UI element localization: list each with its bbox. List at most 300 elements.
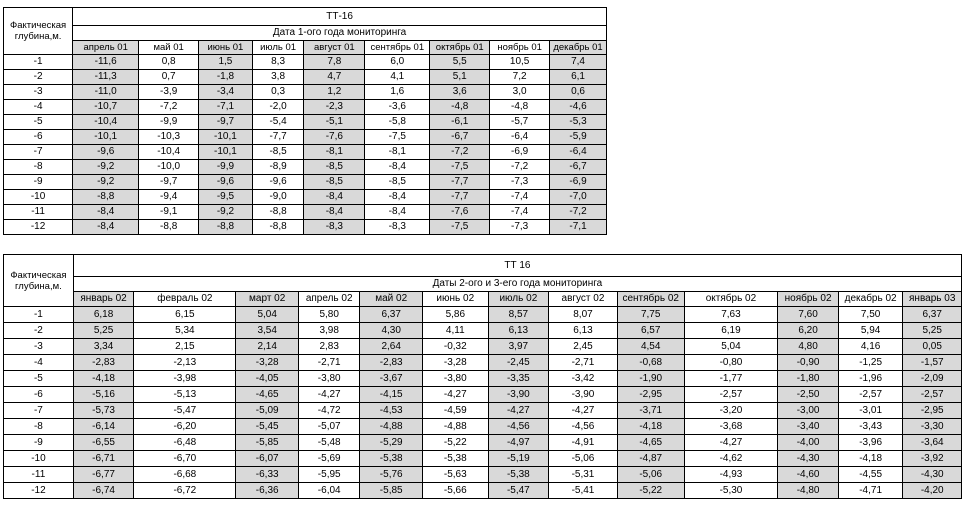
- value-cell: -7,5: [430, 220, 490, 235]
- depth-cell: -4: [4, 355, 74, 371]
- table-row: [4, 435, 962, 451]
- value-cell: 8,3: [252, 55, 304, 70]
- value-cell: -6,9: [490, 145, 550, 160]
- value-cell: -3,28: [236, 355, 299, 371]
- value-cell: 6,19: [684, 323, 778, 339]
- month-header: октябрь 01: [430, 41, 490, 55]
- value-cell: -11,0: [73, 85, 139, 100]
- value-cell: 6,18: [73, 307, 133, 323]
- value-cell: -4,55: [838, 467, 903, 483]
- value-cell: 6,37: [360, 307, 423, 323]
- value-cell: -4,27: [684, 435, 778, 451]
- value-cell: 5,34: [134, 323, 236, 339]
- value-cell: -5,85: [236, 435, 299, 451]
- value-cell: -0,80: [684, 355, 778, 371]
- value-cell: 7,60: [778, 307, 838, 323]
- value-cell: -6,70: [134, 451, 236, 467]
- value-cell: -1,8: [199, 70, 253, 85]
- value-cell: 2,45: [549, 339, 618, 355]
- value-cell: 0,8: [139, 55, 199, 70]
- depth-cell: -7: [4, 145, 73, 160]
- value-cell: -6,33: [236, 467, 299, 483]
- depth-cell: -9: [4, 175, 73, 190]
- value-cell: -9,0: [252, 190, 304, 205]
- value-cell: -7,6: [430, 205, 490, 220]
- value-cell: 7,63: [684, 307, 778, 323]
- month-header: декабрь 02: [838, 292, 903, 307]
- value-cell: -4,87: [617, 451, 684, 467]
- value-cell: -4,80: [778, 483, 838, 499]
- value-cell: -3,28: [422, 355, 488, 371]
- value-cell: -7,3: [490, 220, 550, 235]
- value-cell: 10,5: [490, 55, 550, 70]
- value-cell: -3,30: [903, 419, 962, 435]
- value-cell: 4,16: [838, 339, 903, 355]
- value-cell: -3,96: [838, 435, 903, 451]
- value-cell: -7,4: [490, 190, 550, 205]
- month-header: октябрь 02: [684, 292, 778, 307]
- value-cell: -4,56: [549, 419, 618, 435]
- depth-cell: -10: [4, 451, 74, 467]
- month-header: январь 03: [903, 292, 962, 307]
- depth-cell: -8: [4, 419, 74, 435]
- value-cell: -5,13: [134, 387, 236, 403]
- value-cell: 7,4: [550, 55, 607, 70]
- value-cell: 2,64: [360, 339, 423, 355]
- value-cell: -5,47: [488, 483, 548, 499]
- month-header: июль 02: [488, 292, 548, 307]
- value-cell: -9,1: [139, 205, 199, 220]
- value-cell: -6,74: [73, 483, 133, 499]
- value-cell: -6,72: [134, 483, 236, 499]
- value-cell: -10,3: [139, 130, 199, 145]
- value-cell: -4,15: [360, 387, 423, 403]
- value-cell: 7,2: [490, 70, 550, 85]
- value-cell: -4,8: [490, 100, 550, 115]
- value-cell: 5,04: [684, 339, 778, 355]
- value-cell: -5,09: [236, 403, 299, 419]
- value-cell: -4,65: [236, 387, 299, 403]
- depth-header: Фактическая глубина,м.: [4, 8, 73, 55]
- month-header: апрель 02: [298, 292, 359, 307]
- value-cell: -5,66: [422, 483, 488, 499]
- table-row: [4, 70, 607, 85]
- value-cell: -6,4: [490, 130, 550, 145]
- value-cell: -8,4: [304, 190, 365, 205]
- value-cell: -9,2: [73, 175, 139, 190]
- depth-cell: -10: [4, 190, 73, 205]
- value-cell: -9,9: [199, 160, 253, 175]
- depth-cell: -1: [4, 307, 74, 323]
- value-cell: 0,7: [139, 70, 199, 85]
- depth-cell: -6: [4, 130, 73, 145]
- value-cell: -8,4: [365, 160, 430, 175]
- value-cell: -2,57: [903, 387, 962, 403]
- value-cell: -0,90: [778, 355, 838, 371]
- value-cell: 6,37: [903, 307, 962, 323]
- value-cell: 6,13: [549, 323, 618, 339]
- value-cell: -11,6: [73, 55, 139, 70]
- value-cell: 4,11: [422, 323, 488, 339]
- value-cell: -4,18: [617, 419, 684, 435]
- value-cell: -3,6: [365, 100, 430, 115]
- value-cell: -4,60: [778, 467, 838, 483]
- value-cell: -5,38: [360, 451, 423, 467]
- value-cell: -9,7: [199, 115, 253, 130]
- value-cell: -2,45: [488, 355, 548, 371]
- value-cell: -5,06: [549, 451, 618, 467]
- month-header: сентябрь 02: [617, 292, 684, 307]
- value-cell: -4,18: [838, 451, 903, 467]
- depth-cell: -12: [4, 483, 74, 499]
- value-cell: -8,1: [304, 145, 365, 160]
- table-title: ТТ-16: [73, 8, 607, 26]
- value-cell: 1,5: [199, 55, 253, 70]
- value-cell: -9,9: [139, 115, 199, 130]
- value-cell: -11,3: [73, 70, 139, 85]
- value-cell: 4,80: [778, 339, 838, 355]
- value-cell: -10,7: [73, 100, 139, 115]
- value-cell: -5,63: [422, 467, 488, 483]
- value-cell: -3,71: [617, 403, 684, 419]
- value-cell: -8,4: [365, 205, 430, 220]
- value-cell: -5,95: [298, 467, 359, 483]
- month-header: ноябрь 02: [778, 292, 838, 307]
- value-cell: 2,14: [236, 339, 299, 355]
- value-cell: -6,7: [550, 160, 607, 175]
- value-cell: -8,8: [252, 220, 304, 235]
- value-cell: 4,1: [365, 70, 430, 85]
- value-cell: 3,0: [490, 85, 550, 100]
- value-cell: -6,68: [134, 467, 236, 483]
- table-row: [4, 130, 607, 145]
- value-cell: -1,96: [838, 371, 903, 387]
- value-cell: -8,8: [73, 190, 139, 205]
- value-cell: -7,2: [490, 160, 550, 175]
- value-cell: -6,77: [73, 467, 133, 483]
- table-row: [4, 355, 962, 371]
- value-cell: -3,42: [549, 371, 618, 387]
- depth-cell: -4: [4, 100, 73, 115]
- value-cell: -4,30: [903, 467, 962, 483]
- table-title: ТТ 16: [73, 255, 961, 277]
- value-cell: -1,80: [778, 371, 838, 387]
- depth-cell: -3: [4, 339, 74, 355]
- value-cell: -5,7: [490, 115, 550, 130]
- value-cell: -3,01: [838, 403, 903, 419]
- value-cell: -5,73: [73, 403, 133, 419]
- table-row: [4, 55, 607, 70]
- value-cell: -2,95: [617, 387, 684, 403]
- value-cell: -8,4: [73, 205, 139, 220]
- value-cell: -3,92: [903, 451, 962, 467]
- value-cell: -6,04: [298, 483, 359, 499]
- value-cell: 1,2: [304, 85, 365, 100]
- value-cell: -4,65: [617, 435, 684, 451]
- value-cell: -0,68: [617, 355, 684, 371]
- table-row: [4, 419, 962, 435]
- value-cell: -4,27: [298, 387, 359, 403]
- value-cell: -3,68: [684, 419, 778, 435]
- value-cell: -3,40: [778, 419, 838, 435]
- value-cell: -7,7: [430, 175, 490, 190]
- value-cell: -1,90: [617, 371, 684, 387]
- table-row: [4, 483, 962, 499]
- value-cell: -7,1: [199, 100, 253, 115]
- value-cell: -7,4: [490, 205, 550, 220]
- table-row: [4, 145, 607, 160]
- value-cell: -5,8: [365, 115, 430, 130]
- value-cell: 6,20: [778, 323, 838, 339]
- monitoring-table-year1: [3, 7, 607, 235]
- value-cell: -10,4: [139, 145, 199, 160]
- value-cell: -7,5: [430, 160, 490, 175]
- table-row: [4, 307, 962, 323]
- value-cell: -4,20: [903, 483, 962, 499]
- value-cell: -5,3: [550, 115, 607, 130]
- value-cell: -5,76: [360, 467, 423, 483]
- value-cell: 7,8: [304, 55, 365, 70]
- value-cell: -4,18: [73, 371, 133, 387]
- value-cell: -5,16: [73, 387, 133, 403]
- value-cell: -9,2: [73, 160, 139, 175]
- value-cell: -4,71: [838, 483, 903, 499]
- value-cell: -10,4: [73, 115, 139, 130]
- value-cell: -1,57: [903, 355, 962, 371]
- value-cell: -8,8: [139, 220, 199, 235]
- value-cell: -8,4: [73, 220, 139, 235]
- value-cell: 5,80: [298, 307, 359, 323]
- value-cell: 6,0: [365, 55, 430, 70]
- table-row: [4, 323, 962, 339]
- value-cell: -2,13: [134, 355, 236, 371]
- value-cell: -3,80: [422, 371, 488, 387]
- value-cell: -10,1: [199, 145, 253, 160]
- depth-cell: -3: [4, 85, 73, 100]
- table-row: [4, 371, 962, 387]
- value-cell: 4,54: [617, 339, 684, 355]
- value-cell: -9,2: [199, 205, 253, 220]
- depth-header: Фактическая глубина,м.: [4, 255, 74, 307]
- value-cell: -2,0: [252, 100, 304, 115]
- value-cell: 7,75: [617, 307, 684, 323]
- value-cell: -7,6: [304, 130, 365, 145]
- value-cell: -8,3: [304, 220, 365, 235]
- value-cell: -5,19: [488, 451, 548, 467]
- value-cell: -7,2: [139, 100, 199, 115]
- value-cell: 0,05: [903, 339, 962, 355]
- table-row: [4, 387, 962, 403]
- value-cell: -7,1: [550, 220, 607, 235]
- value-cell: -7,7: [252, 130, 304, 145]
- value-cell: -4,72: [298, 403, 359, 419]
- value-cell: -3,43: [838, 419, 903, 435]
- value-cell: -9,7: [139, 175, 199, 190]
- value-cell: 8,07: [549, 307, 618, 323]
- value-cell: -3,98: [134, 371, 236, 387]
- value-cell: -3,4: [199, 85, 253, 100]
- table-row: [4, 160, 607, 175]
- value-cell: -2,71: [298, 355, 359, 371]
- value-cell: -6,36: [236, 483, 299, 499]
- value-cell: 3,6: [430, 85, 490, 100]
- value-cell: -9,6: [73, 145, 139, 160]
- value-cell: 5,04: [236, 307, 299, 323]
- table-row: [4, 467, 962, 483]
- value-cell: -5,48: [298, 435, 359, 451]
- value-cell: 4,7: [304, 70, 365, 85]
- value-cell: -10,1: [73, 130, 139, 145]
- month-header: февраль 02: [134, 292, 236, 307]
- value-cell: -3,90: [488, 387, 548, 403]
- value-cell: -6,48: [134, 435, 236, 451]
- value-cell: -8,5: [304, 160, 365, 175]
- value-cell: -7,2: [430, 145, 490, 160]
- value-cell: -7,3: [490, 175, 550, 190]
- value-cell: -5,85: [360, 483, 423, 499]
- value-cell: -9,6: [252, 175, 304, 190]
- value-cell: -5,9: [550, 130, 607, 145]
- value-cell: 5,86: [422, 307, 488, 323]
- value-cell: -4,6: [550, 100, 607, 115]
- depth-cell: -7: [4, 403, 74, 419]
- value-cell: 5,1: [430, 70, 490, 85]
- depth-cell: -2: [4, 70, 73, 85]
- value-cell: -4,97: [488, 435, 548, 451]
- value-cell: -2,57: [684, 387, 778, 403]
- depth-cell: -11: [4, 205, 73, 220]
- value-cell: -10,0: [139, 160, 199, 175]
- value-cell: -6,14: [73, 419, 133, 435]
- value-cell: -3,9: [139, 85, 199, 100]
- value-cell: -3,90: [549, 387, 618, 403]
- value-cell: 5,5: [430, 55, 490, 70]
- value-cell: -7,5: [365, 130, 430, 145]
- monitoring-table-year2-3: [3, 254, 962, 499]
- month-header: апрель 01: [73, 41, 139, 55]
- month-header: июль 01: [252, 41, 304, 55]
- value-cell: -5,29: [360, 435, 423, 451]
- depth-cell: -2: [4, 323, 74, 339]
- month-header: май 02: [360, 292, 423, 307]
- value-cell: -7,2: [550, 205, 607, 220]
- value-cell: -4,00: [778, 435, 838, 451]
- value-cell: -5,22: [617, 483, 684, 499]
- value-cell: -6,07: [236, 451, 299, 467]
- value-cell: -3,64: [903, 435, 962, 451]
- month-header: июнь 02: [422, 292, 488, 307]
- value-cell: -2,3: [304, 100, 365, 115]
- value-cell: -8,8: [199, 220, 253, 235]
- value-cell: -8,5: [304, 175, 365, 190]
- value-cell: -8,5: [365, 175, 430, 190]
- value-cell: -4,30: [778, 451, 838, 467]
- value-cell: -6,55: [73, 435, 133, 451]
- value-cell: 5,25: [903, 323, 962, 339]
- depth-cell: -5: [4, 371, 74, 387]
- value-cell: 2,15: [134, 339, 236, 355]
- value-cell: -5,22: [422, 435, 488, 451]
- value-cell: -2,09: [903, 371, 962, 387]
- depth-cell: -11: [4, 467, 74, 483]
- value-cell: 0,6: [550, 85, 607, 100]
- value-cell: -0,32: [422, 339, 488, 355]
- value-cell: -2,83: [73, 355, 133, 371]
- value-cell: 5,25: [73, 323, 133, 339]
- value-cell: -8,4: [304, 205, 365, 220]
- value-cell: -5,69: [298, 451, 359, 467]
- month-header: август 01: [304, 41, 365, 55]
- value-cell: -4,53: [360, 403, 423, 419]
- table-row: [4, 85, 607, 100]
- value-cell: -2,95: [903, 403, 962, 419]
- value-cell: -4,93: [684, 467, 778, 483]
- value-cell: -8,4: [365, 190, 430, 205]
- value-cell: -3,67: [360, 371, 423, 387]
- value-cell: -8,5: [252, 145, 304, 160]
- value-cell: 3,8: [252, 70, 304, 85]
- month-header: июнь 01: [199, 41, 253, 55]
- table-row: [4, 451, 962, 467]
- value-cell: 3,98: [298, 323, 359, 339]
- value-cell: 8,57: [488, 307, 548, 323]
- value-cell: 6,15: [134, 307, 236, 323]
- value-cell: -4,27: [488, 403, 548, 419]
- value-cell: -5,30: [684, 483, 778, 499]
- value-cell: 3,97: [488, 339, 548, 355]
- value-cell: -9,5: [199, 190, 253, 205]
- value-cell: -4,27: [422, 387, 488, 403]
- value-cell: -4,91: [549, 435, 618, 451]
- value-cell: -4,05: [236, 371, 299, 387]
- depth-cell: -1: [4, 55, 73, 70]
- value-cell: -8,8: [252, 205, 304, 220]
- value-cell: -9,6: [199, 175, 253, 190]
- value-cell: -2,57: [838, 387, 903, 403]
- value-cell: -5,47: [134, 403, 236, 419]
- depth-cell: -5: [4, 115, 73, 130]
- value-cell: -9,4: [139, 190, 199, 205]
- value-cell: -2,50: [778, 387, 838, 403]
- depth-cell: -6: [4, 387, 74, 403]
- value-cell: -4,8: [430, 100, 490, 115]
- value-cell: -3,80: [298, 371, 359, 387]
- value-cell: -8,9: [252, 160, 304, 175]
- value-cell: 3,34: [73, 339, 133, 355]
- value-cell: -2,71: [549, 355, 618, 371]
- value-cell: -10,1: [199, 130, 253, 145]
- value-cell: -5,1: [304, 115, 365, 130]
- value-cell: 1,6: [365, 85, 430, 100]
- value-cell: -5,45: [236, 419, 299, 435]
- value-cell: 2,83: [298, 339, 359, 355]
- table-row: [4, 339, 962, 355]
- value-cell: -1,77: [684, 371, 778, 387]
- value-cell: -4,59: [422, 403, 488, 419]
- value-cell: 0,3: [252, 85, 304, 100]
- table-subtitle: Даты 2-ого и 3-его года мониторинга: [73, 277, 961, 292]
- value-cell: -5,06: [617, 467, 684, 483]
- table-subtitle: Дата 1-ого года мониторинга: [73, 26, 607, 41]
- value-cell: -4,88: [360, 419, 423, 435]
- table-row: [4, 115, 607, 130]
- value-cell: -3,35: [488, 371, 548, 387]
- month-header: август 02: [549, 292, 618, 307]
- value-cell: -6,20: [134, 419, 236, 435]
- value-cell: -5,07: [298, 419, 359, 435]
- value-cell: 6,57: [617, 323, 684, 339]
- depth-cell: -12: [4, 220, 73, 235]
